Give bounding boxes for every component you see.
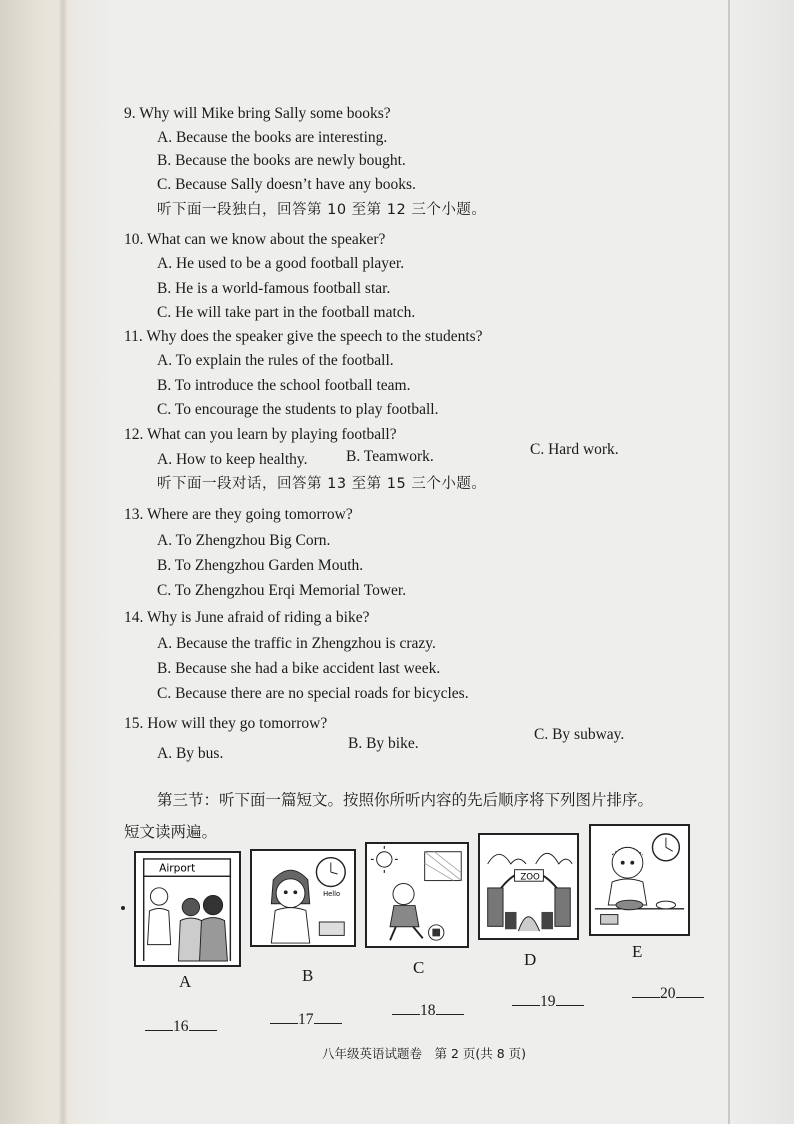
instruction-monologue: 听下面一段独白，回答第 10 至第 12 三个小题。 bbox=[157, 202, 487, 218]
zoo-sign: ZOO bbox=[520, 872, 540, 883]
question-15: 15. How will they go tomorrow? bbox=[124, 715, 328, 732]
option-9c: C. Because Sally doesn’t have any books. bbox=[157, 176, 416, 193]
question-12: 12. What can you learn by playing football? bbox=[124, 426, 397, 443]
section-3-instruction: 第三节：听下面一篇短文。按照你所听内容的先后顺序将下列图片排序。 bbox=[157, 791, 654, 809]
binding-edge bbox=[58, 0, 68, 1124]
answer-blank-17[interactable] bbox=[270, 1011, 342, 1029]
picture-e-label: E bbox=[632, 942, 643, 961]
airport-sign: Airport bbox=[159, 862, 196, 875]
picture-b-label: B bbox=[302, 966, 314, 985]
blank-number: 16 bbox=[173, 1018, 189, 1035]
option-9a: A. Because the books are interesting. bbox=[157, 129, 388, 146]
question-11: 11. Why does the speaker give the speech to the students? bbox=[124, 328, 483, 345]
option-13a: A. To Zhengzhou Big Corn. bbox=[157, 532, 331, 549]
option-15a: A. By bus. bbox=[157, 745, 224, 762]
page-edge-shadow bbox=[724, 0, 794, 1124]
page-fold-line bbox=[728, 0, 730, 1124]
option-10a: A. He used to be a good football player. bbox=[157, 255, 405, 272]
football-illustration bbox=[367, 844, 467, 946]
instruction-dialogue: 听下面一段对话，回答第 13 至第 15 三个小题。 bbox=[157, 476, 487, 492]
picture-d-label: D bbox=[524, 950, 537, 969]
option-11c: C. To encourage the students to play football. bbox=[157, 401, 439, 418]
zoo-illustration bbox=[480, 835, 577, 938]
binding-shadow bbox=[0, 0, 112, 1124]
section-3-instruction-cont: 短文读两遍。 bbox=[124, 823, 218, 841]
blank-number: 17 bbox=[298, 1011, 314, 1028]
question-10: 10. What can we know about the speaker? bbox=[124, 231, 386, 248]
picture-d-zoo bbox=[478, 833, 579, 940]
speech-hello: Hello bbox=[323, 890, 341, 899]
answer-blank-20[interactable] bbox=[632, 985, 704, 1003]
answer-blank-18[interactable] bbox=[392, 1002, 464, 1020]
option-13b: B. To Zhengzhou Garden Mouth. bbox=[157, 557, 364, 574]
option-15c: C. By subway. bbox=[534, 726, 625, 743]
option-12c: C. Hard work. bbox=[530, 441, 619, 458]
option-14c: C. Because there are no special roads for bicycles. bbox=[157, 685, 469, 702]
blank-number: 20 bbox=[660, 985, 676, 1002]
question-13: 13. Where are they going tomorrow? bbox=[124, 506, 353, 523]
picture-a-label: A bbox=[179, 972, 192, 991]
answer-blank-16[interactable] bbox=[145, 1018, 217, 1036]
phone-call-illustration bbox=[252, 851, 354, 945]
picture-c-label: C bbox=[413, 958, 425, 977]
option-11b: B. To introduce the school football team. bbox=[157, 377, 411, 394]
option-11a: A. To explain the rules of the football. bbox=[157, 352, 394, 369]
answer-blank-19[interactable] bbox=[512, 993, 584, 1011]
margin-dot bbox=[121, 906, 125, 910]
question-14: 14. Why is June afraid of riding a bike? bbox=[124, 609, 370, 626]
option-14b: B. Because she had a bike accident last week. bbox=[157, 660, 441, 677]
picture-b-phone-call bbox=[250, 849, 356, 947]
option-13c: C. To Zhengzhou Erqi Memorial Tower. bbox=[157, 582, 407, 599]
blank-number: 18 bbox=[420, 1002, 436, 1019]
airport-illustration bbox=[136, 853, 239, 965]
option-9b: B. Because the books are newly bought. bbox=[157, 152, 406, 169]
blank-number: 19 bbox=[540, 993, 556, 1010]
picture-c-football bbox=[365, 842, 469, 948]
option-12a: A. How to keep healthy. bbox=[157, 451, 308, 468]
picture-e-cooking bbox=[589, 824, 690, 936]
cooking-illustration bbox=[591, 826, 688, 934]
question-9: 9. Why will Mike bring Sally some books? bbox=[124, 105, 391, 122]
picture-a-airport bbox=[134, 851, 241, 967]
option-10b: B. He is a world-famous football star. bbox=[157, 280, 391, 297]
page-footer: 八年级英语试题卷 第 2 页(共 8 页) bbox=[322, 1046, 527, 1061]
sun-icon bbox=[377, 852, 392, 867]
option-10c: C. He will take part in the football match. bbox=[157, 304, 416, 321]
option-14a: A. Because the traffic in Zhengzhou is crazy. bbox=[157, 635, 436, 652]
option-15b: B. By bike. bbox=[348, 735, 419, 752]
option-12b: B. Teamwork. bbox=[346, 448, 434, 465]
